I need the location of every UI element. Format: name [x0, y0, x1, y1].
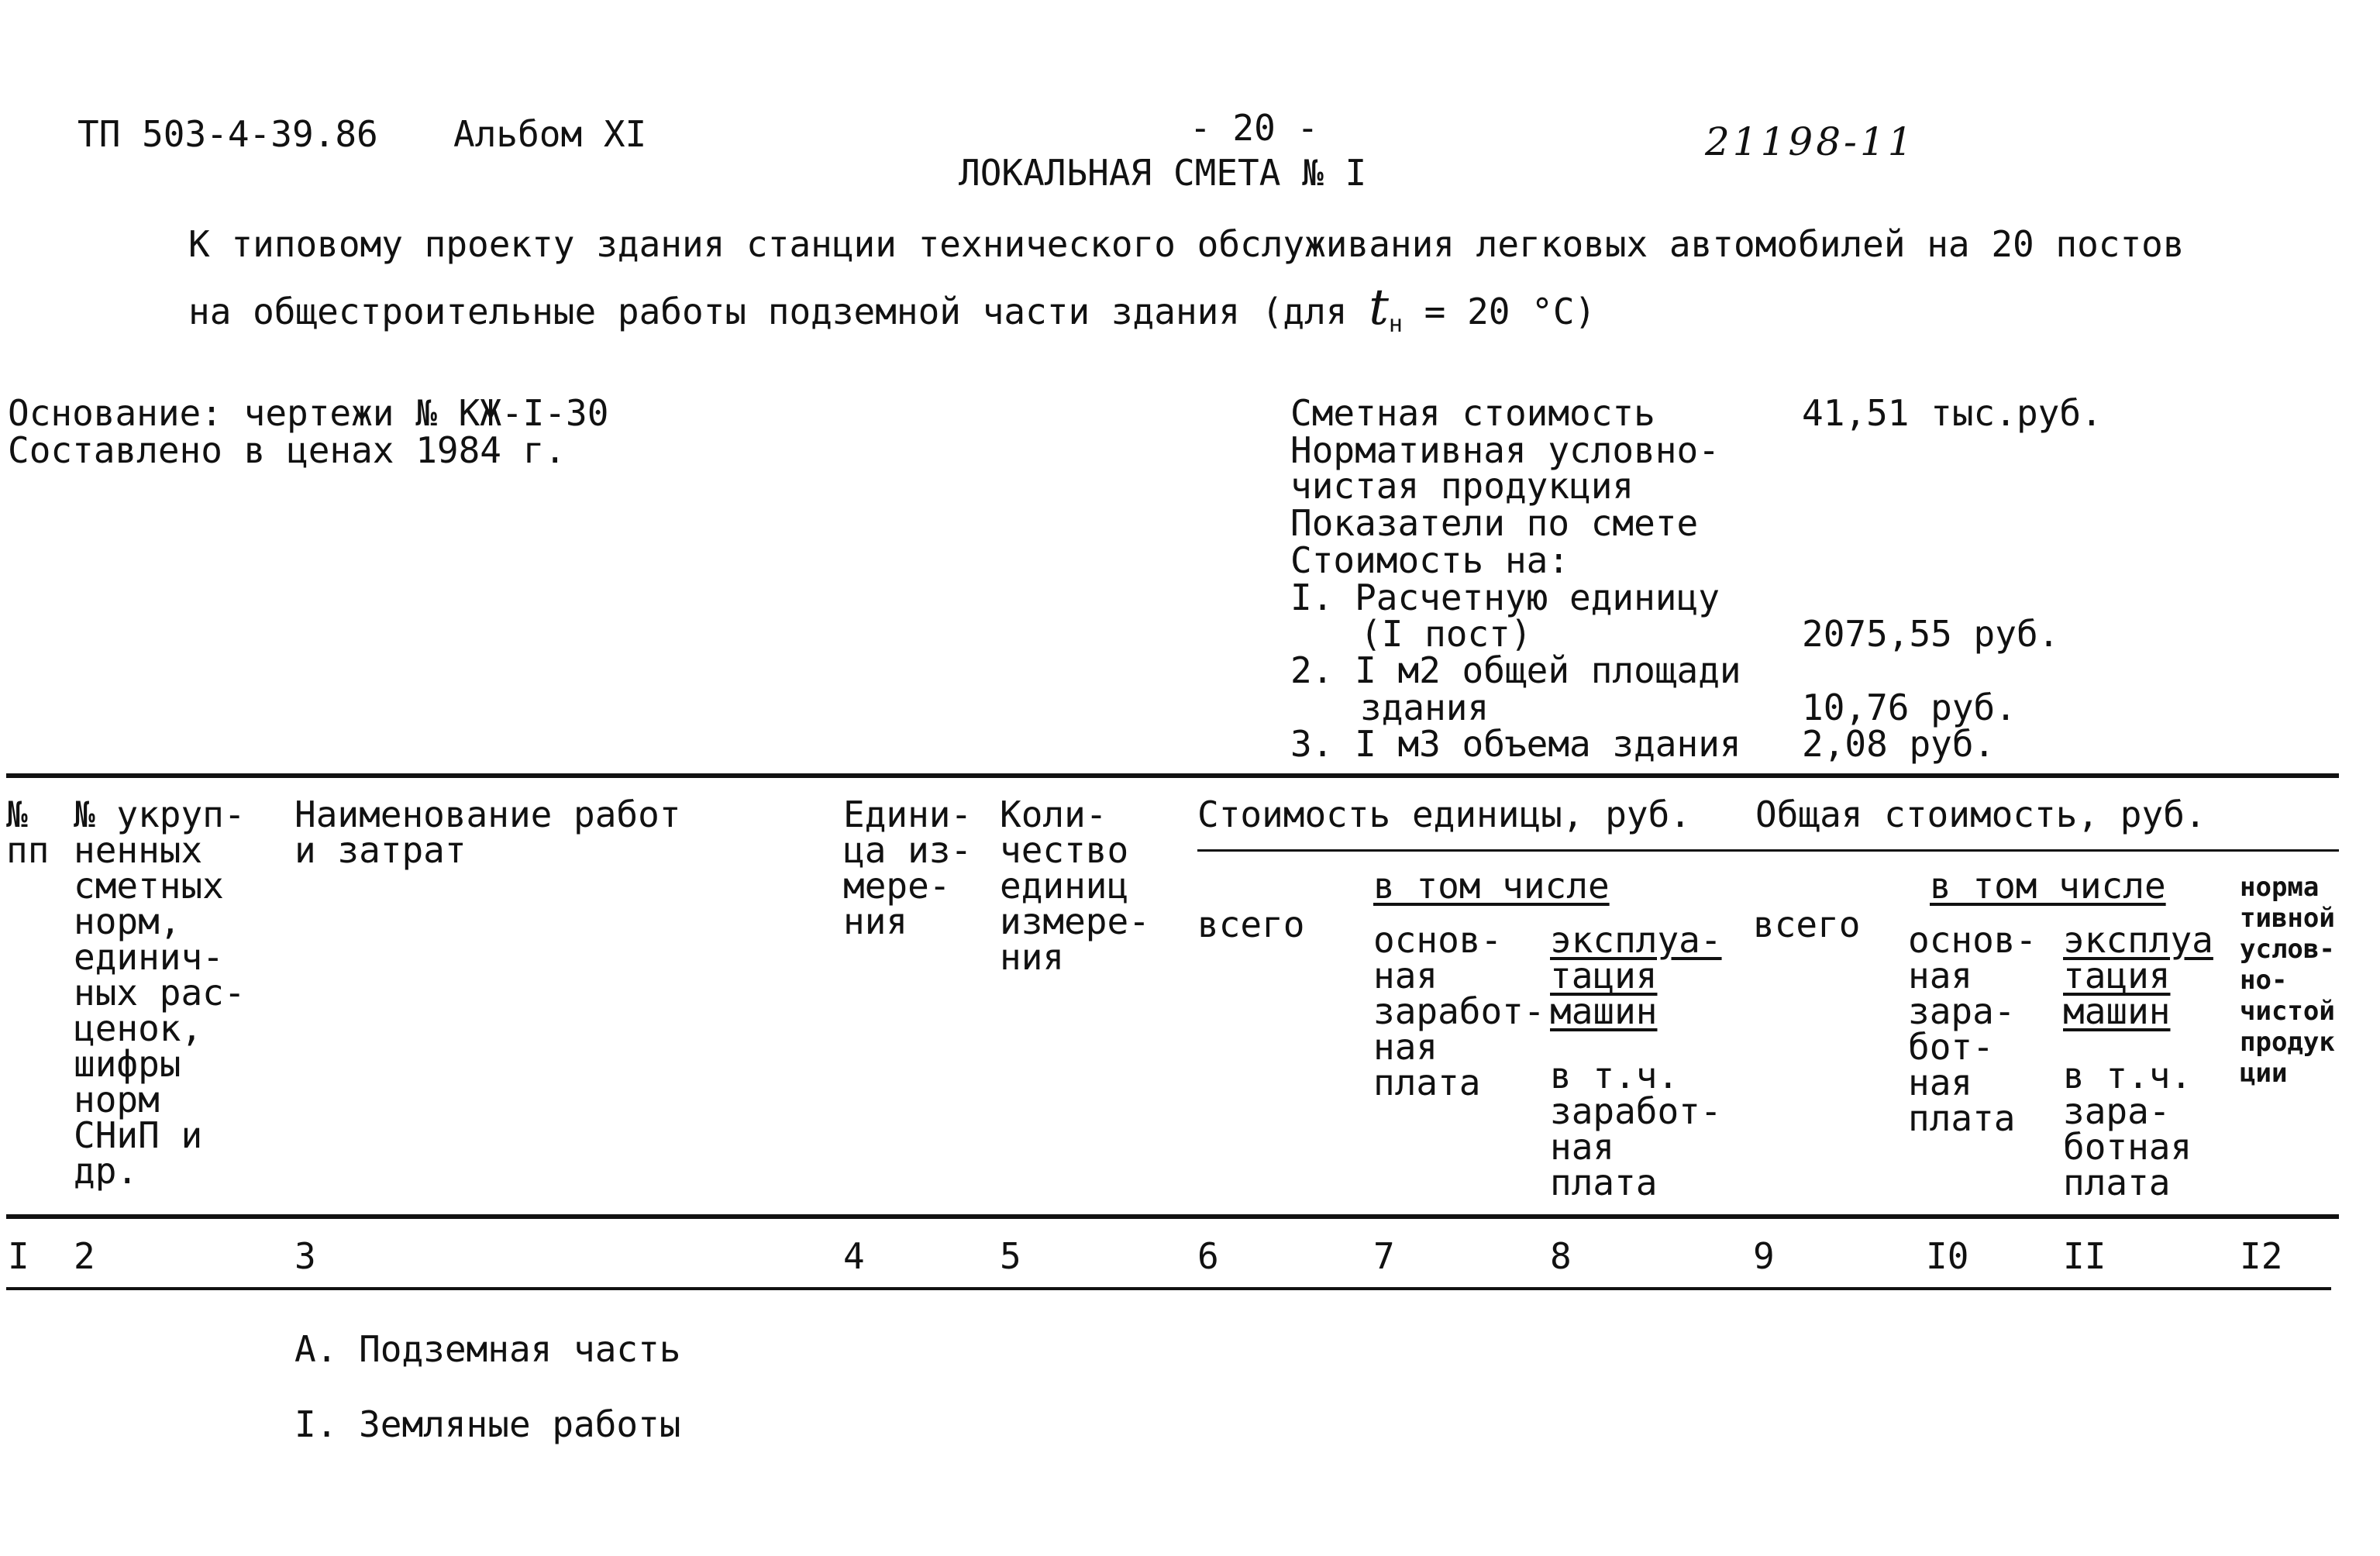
album-label: Альбом XI	[453, 113, 647, 155]
cost-per-m3-value: 2,08 руб.	[1802, 723, 1996, 765]
page-number: - 20 -	[1190, 107, 1319, 149]
indicator-label-4: Показатели по смете	[1290, 502, 1699, 544]
col-header-incl-wage: в т.ч. заработ- ная плата	[1550, 1055, 1722, 1203]
project-code: ТП 503-4-39.86	[77, 113, 378, 155]
column-numbers-rule	[6, 1287, 2331, 1290]
page-title: ЛОКАЛЬНАЯ СМЕТА № I	[959, 152, 1367, 194]
col-header-main-wage-total: основ- ная зара- бот- ная плата	[1908, 919, 2037, 1139]
col-number-3: 3	[294, 1235, 316, 1277]
col-number-8: 8	[1550, 1235, 1572, 1277]
col-number-4: 4	[843, 1235, 865, 1277]
col-header-unit-total: всего	[1197, 904, 1305, 945]
indicator-label-2: Нормативная условно-	[1290, 429, 1720, 471]
indicator-label-3: чистая продукция	[1290, 465, 1634, 507]
col-header-quantity: Коли- чество единиц измере- ния	[1000, 793, 1150, 978]
col-number-2: 2	[74, 1235, 95, 1277]
cost-groups-rule	[1197, 849, 2339, 852]
col-header-unit-cost-group: Стоимость единицы, руб.	[1197, 793, 1691, 835]
col-header-unit: Едини- ца из- мере- ния	[843, 793, 973, 942]
document-number: 21198-11	[1705, 119, 1916, 164]
indicator-label-5: Стоимость на:	[1290, 539, 1570, 581]
basis-prices: Составлено в ценах 1984 г.	[8, 429, 567, 471]
col-header-main-wage: основ- ная заработ- ная плата	[1373, 919, 1545, 1103]
col-header-norm-code: № укруп- ненных сметных норм, единич- ных рас- ценок, шифры норм СНиП и др.	[74, 793, 246, 1192]
col-number-12: I2	[2240, 1235, 2283, 1277]
indicator-label-6: I. Расчетную единицу	[1290, 577, 1720, 618]
col-header-machine-op-total: эксплуа тация машин	[2063, 919, 2213, 1032]
section-chapter-title: I. Земляные работы	[294, 1403, 681, 1445]
header-bottom-rule	[6, 1214, 2339, 1219]
col-header-work-name: Наименование работ и затрат	[294, 793, 681, 871]
col-header-incl-wage-total: в т.ч. зара- ботная плата	[2063, 1055, 2192, 1203]
col-number-10: I0	[1926, 1235, 1969, 1277]
col-number-9: 9	[1753, 1235, 1775, 1277]
col-header-including-total: в том числе	[1930, 865, 2166, 907]
col-header-machine-op: эксплуа- тация машин	[1550, 919, 1722, 1032]
indicator-label-8: 2. I м2 общей площади	[1290, 649, 1741, 691]
col-number-7: 7	[1373, 1235, 1395, 1277]
col-number-6: 6	[1197, 1235, 1219, 1277]
cost-per-post-value: 2075,55 руб.	[1802, 613, 2060, 655]
col-header-row-number: № пп	[6, 793, 50, 871]
cost-per-m2-value: 10,76 руб.	[1802, 687, 2017, 728]
col-header-total-cost-group: Общая стоимость, руб.	[1755, 793, 2206, 835]
temperature-symbol: t	[1369, 279, 1389, 336]
section-part-title: А. Подземная часть	[294, 1328, 681, 1370]
indicator-label-7: (I пост)	[1360, 613, 1532, 655]
indicator-label-10: 3. I м3 объема здания	[1290, 723, 1741, 765]
col-number-11: II	[2063, 1235, 2106, 1277]
estimated-cost-value: 41,51 тыс.руб.	[1802, 392, 2103, 434]
col-header-norm-net-output: норма тивной услов- но- чистой продук ции	[2240, 872, 2335, 1089]
subtitle-line-2: на общестроительные работы подземной части здания (для $t_н = 20$ °С)	[188, 279, 1596, 339]
basis-drawings: Основание: чертежи № КЖ-I-30	[8, 392, 609, 434]
col-header-including-unit: в том числе	[1373, 865, 1610, 907]
subtitle-line-1: К типовому проекту здания станции технического обслуживания легковых автомобилей на 20 постов	[188, 223, 2185, 265]
col-number-5: 5	[1000, 1235, 1021, 1277]
indicator-label-1: Сметная стоимость	[1290, 392, 1655, 434]
col-number-1: I	[8, 1235, 29, 1277]
table-top-rule	[6, 773, 2339, 778]
indicator-label-9: здания	[1360, 687, 1490, 728]
col-header-grand-total: всего	[1753, 904, 1861, 945]
